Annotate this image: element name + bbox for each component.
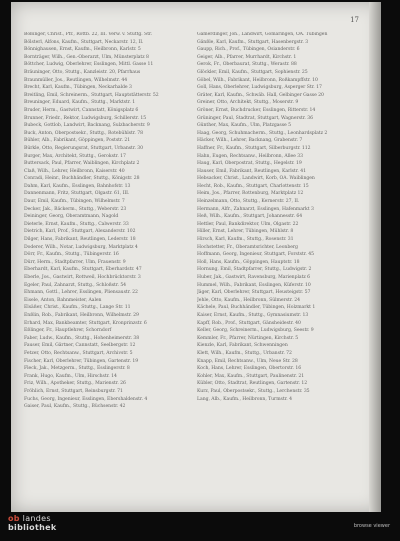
directory-entry: Bühler, Alb., Fabrikant, Göppingen, Poststr. 21 bbox=[24, 138, 131, 144]
directory-entry: Egeler, Paul, Zahnarzt, Stuttg., Schloßstr. 54 bbox=[24, 282, 127, 288]
logo-text-top: landes bbox=[22, 514, 51, 523]
logo-line-top bbox=[8, 514, 56, 523]
directory-entry: Hochstetter, Fr., Oberamtsrichter, Leonberg bbox=[197, 244, 298, 250]
directory-entry: Fuchs, Georg, Ingenieur, Esslingen, Ebershaldenstr. 4 bbox=[24, 396, 148, 402]
directory-entry: Huber, Jak., Gastwirt, Ravensburg, Marienplatz 6 bbox=[197, 275, 311, 280]
directory-entry: Bönnighausen, Ernst, Kaufm., Heilbronn, Karlstr. 5 bbox=[24, 47, 141, 53]
directory-entry: Kübler, Otto, Stadtrat, Reutlingen, Gartenstr. 12 bbox=[197, 381, 308, 387]
directory-entry: Kapff, Rob., Prof., Stuttgart, Gänsheidestr. 40 bbox=[197, 320, 301, 326]
directory-entry: Kurz, Paul, Oberpostsekr., Stuttg., Lerchenstr. 35 bbox=[197, 388, 310, 394]
directory-entry: Brunner, Friedr., Rektor, Ludwigsburg, Schillerstr. 15 bbox=[24, 115, 147, 121]
directory-entry: Hornung, Emil, Stadtpfarrer, Stuttg., Ludwigstr. 2 bbox=[197, 267, 312, 273]
directory-entry: Greiner, Otto, Architekt, Stuttg., Moserstr. 9 bbox=[197, 100, 299, 106]
directory-entry: Keller, Georg, Schreinerm., Ludwigsburg, Seestr. 9 bbox=[197, 328, 314, 334]
directory-entry: Faber, Ludw., Kaufm., Stuttg., Hohenheimerstr. 38 bbox=[24, 335, 140, 341]
directory-entry: Enßlin, Rob., Fabrikant, Heilbronn, Wilhelmstr. 29 bbox=[24, 312, 139, 318]
directory-entry: Hiller, Ernst, Lehrer, Tübingen, Mühlstr. 8 bbox=[197, 229, 294, 235]
directory-entry: Heinzelmann, Otto, Stuttg., Kernerstr. 27, II. bbox=[197, 199, 300, 205]
logo-mark-icon: ob bbox=[8, 514, 20, 523]
directory-entry: Glöckler, Emil, Kaufm., Stuttgart, Sophienstr. 25 bbox=[197, 69, 308, 75]
directory-entry: Günther, Max, Kaufm., Ulm, Platzgasse 5 bbox=[197, 123, 291, 129]
directory-entry: Haag, Georg, Schuhmacherm., Stuttg., Leonhardsplatz 2 bbox=[197, 130, 328, 136]
directory-entry: Ehmann, Gottl., Lehrer, Esslingen, Pliensaustr. 22 bbox=[24, 290, 138, 296]
directory-entry: Heß, Wilh., Kaufm., Stuttgart, Johannesstr. 64 bbox=[197, 214, 303, 220]
directory-entry: Breuninger, Eduard, Kaufm., Stuttg., Marktstr. 1 bbox=[24, 100, 136, 106]
viewer-footer bbox=[0, 512, 400, 541]
directory-entry: Bräuninger, Otto, Stuttg., Kanzleistr. 20, Pfarrhaus bbox=[24, 69, 141, 75]
directory-entry: Fleck, Jak., Metzgerm., Stuttg., Esslingerstr. 8 bbox=[24, 366, 130, 372]
directory-entry: Geiger, Alb., Pfarrer, Murrhardt, Kirchstr. 1 bbox=[197, 54, 297, 60]
directory-entry: Hauser, Emil, Fabrikant, Reutlingen, Karlstr. 41 bbox=[197, 168, 306, 174]
directory-entry: Hummel, Wilh., Fabrikant, Esslingen, Küferstr. 10 bbox=[197, 282, 311, 288]
directory-entry: Kemmler, Fr., Pfarrer, Nürtingen, Kirchstr. 5 bbox=[197, 335, 299, 341]
directory-entry: Grüninger, Paul, Stadtrat, Stuttgart, Wagnerstr. 36 bbox=[197, 115, 313, 121]
directory-entry: Decker, Jak., Bäckerm., Stuttg., Weberstr. 23 bbox=[24, 206, 127, 212]
directory-entry: Hebsacker, Christ., Landwirt, Korb, OA. Waiblingen bbox=[197, 176, 315, 182]
directory-entry: Haug, Karl, Oberpostrat, Stuttg., Hegelstr. 19 bbox=[197, 161, 302, 167]
directory-entry: Dürr, Herm., Stadtpfarrer, Ulm, Frauenstr. 9 bbox=[24, 259, 126, 265]
page-gutter-shadow bbox=[369, 2, 381, 512]
directory-entry: Lang, Alb., Kaufm., Heilbronn, Turmstr. 4 bbox=[197, 396, 292, 402]
directory-entry: Kächele, Paul, Buchhändler, Tübingen, Holzmarkt 1 bbox=[197, 305, 316, 311]
directory-entry: Eisele, Anton, Bahnmeister, Aalen bbox=[24, 297, 102, 303]
directory-entry: Friz, Wilh., Apotheker, Stuttg., Marienstr. 26 bbox=[24, 381, 126, 387]
viewer-name-label: browse viewer bbox=[353, 523, 390, 529]
directory-entry: Bölsterl, Alfons, Kaufm., Stuttgart, Neckarstr. 12, II. bbox=[24, 39, 144, 45]
directory-entry: Knapp, Emil, Rechtsanw., Ulm, Neue Str. 28 bbox=[197, 358, 298, 364]
directory-entry: Hecht, Rob., Kaufm., Stuttgart, Charlottenstr. 15 bbox=[197, 183, 309, 189]
directory-entry: Gamerdinger, Joh., Landwirt, Gomaringen, OA. Tübingen bbox=[197, 32, 328, 37]
directory-entry: Göbel, Wilh., Fabrikant, Heilbronn, Roßkampffstr. 10 bbox=[197, 77, 318, 83]
directory-entry: Eberhardt, Karl, Kaufm., Stuttgart, Eberhardstr. 47 bbox=[24, 267, 142, 273]
directory-entry: Eberle, Jos., Gastwirt, Rottweil, Hochbrücktorstr. 3 bbox=[24, 275, 141, 280]
directory-entry: Eßlinger, Fr., Hauptlehrer, Schorndorf bbox=[24, 328, 112, 334]
directory-entry: Goll, Hans, Oberlehrer, Ludwigsburg, Asperger Str. 17 bbox=[197, 85, 322, 91]
directory-entry: Hoffmann, Georg, Ingenieur, Stuttgart, Forststr. 45 bbox=[197, 252, 314, 258]
directory-entry: Bubeck, Gottlob, Landwirt, Backnang, Sulzbacherstr. 9 bbox=[24, 123, 150, 129]
directory-entry: Böttcher, Ludwig, Oberlehrer, Esslingen, Mittl. Gasse 11 bbox=[24, 62, 154, 68]
directory-entry: Kohler, Max, Kaufm., Stuttgart, Paulinenstr. 21 bbox=[197, 373, 305, 379]
directory-entry: Fauser, Emil, Gärtner, Cannstatt, Seelbergstr. 12 bbox=[24, 343, 136, 349]
directory-entry: Brecht, Karl, Kaufm., Tübingen, Neckarhalde 3 bbox=[24, 85, 132, 91]
directory-entry: Buck, Anton, Oberpostsekr., Stuttg., Rotebühlstr. 78 bbox=[24, 130, 143, 136]
directory-entry: Koch, Hans, Lehrer, Esslingen, Obertorstr. 16 bbox=[197, 366, 302, 372]
directory-entry: Bößinger, Christ., Pfr., Rottb. 22, III. Verw. v. Stuttg. Str. bbox=[24, 32, 153, 37]
directory-entry: Hermann, Alfr., Zahnarzt, Esslingen, Hafenmarkt 3 bbox=[197, 206, 314, 212]
directory-entry: Dahm, Karl, Kaufm., Esslingen, Bahnhofstr. 13 bbox=[24, 183, 131, 189]
directory-entry: Bruder, Herm., Gastwirt, Cannstatt, Königsplatz 6 bbox=[24, 107, 139, 113]
left-text-column bbox=[24, 32, 196, 502]
logo-text-bottom: bibliothek bbox=[8, 523, 57, 532]
directory-entry: Hettler, Paul, Bankdirektor, Ulm, Olgastr. 22 bbox=[197, 221, 299, 227]
directory-entry: Hirsch, Karl, Kaufm., Stuttg., Rosenstr. 31 bbox=[197, 237, 294, 243]
directory-entry: Gaiser, Paul, Kaufm., Stuttg., Büchsenstr. 42 bbox=[24, 404, 126, 410]
directory-entry: Dieterle, Ernst, Kaufm., Stuttg., Calwerstr. 33 bbox=[24, 221, 129, 227]
directory-entry: Haffner, Fr., Kaufm., Stuttgart, Silberburgstr. 112 bbox=[197, 145, 311, 151]
directory-entry: Daur, Emil, Kaufm., Tübingen, Wilhelmstr. 7 bbox=[24, 199, 125, 205]
directory-entry: Dietrich, Karl, Prof., Stuttgart, Alexanderstr. 102 bbox=[24, 229, 136, 235]
directory-entry: Jehle, Otto, Kaufm., Heilbronn, Sülmerstr. 24 bbox=[197, 297, 300, 303]
directory-entry: Kienzle, Karl, Fabrikant, Schwenningen bbox=[197, 343, 288, 349]
directory-entry: Doderer, Wilh., Notar, Ludwigsburg, Marktplatz 4 bbox=[24, 244, 138, 250]
directory-entry: Gräter, Karl, Kaufm., Schwäb. Hall, Gelbinger Gasse 20 bbox=[197, 92, 324, 98]
right-text-column bbox=[197, 32, 369, 502]
directory-entry: Klett, Wilh., Kaufm., Stuttg., Urbanstr. 72 bbox=[197, 350, 292, 356]
directory-entry: Elsäßer, Christ., Kaufm., Stuttg., Lange Str. 11 bbox=[24, 305, 131, 311]
directory-entry: Gerok, Fr., Oberbaurat, Stuttg., Werastr. 88 bbox=[197, 62, 297, 68]
directory-entry: Fischer, Karl, Oberlehrer, Tübingen, Gartenstr. 19 bbox=[24, 358, 139, 364]
directory-entry: Breitling, Emil, Schreinerm., Stuttgart, Hauptstätterstr. 52 bbox=[24, 92, 159, 98]
directory-entry: Heim, Jos., Pfarrer, Rottenburg, Marktplatz 12 bbox=[197, 191, 304, 197]
directory-entry: Holl, Hans, Kaufm., Göppingen, Hauptstr. 18 bbox=[197, 259, 300, 265]
directory-entry: Buttersack, Paul, Pfarrer, Waiblingen, Kirchplatz 2 bbox=[24, 161, 140, 167]
directory-entry: Frank, Hugo, Kaufm., Ulm, Hirschstr. 14 bbox=[24, 373, 117, 379]
directory-entry: Dilger, Hans, Fabrikant, Reutlingen, Lederstr. 18 bbox=[24, 237, 136, 243]
directory-entry: Fetzer, Otto, Rechtsanw., Stuttgart, Archivstr. 5 bbox=[24, 350, 133, 356]
library-logo[interactable] bbox=[8, 514, 56, 532]
directory-entry: Dannenmann, Fritz, Stuttgart, Olgastr. 61, III. bbox=[24, 191, 130, 197]
directory-entry: Dörr, Fr., Kaufm., Stuttg., Tübingerstr. 16 bbox=[24, 252, 119, 258]
directory-entry: Fröhlich, Ernst, Stuttgart, Reinsburgstr. 71 bbox=[24, 388, 123, 394]
directory-entry: Erhard, Max, Bankbeamter, Stuttgart, Kronprinzstr. 6 bbox=[24, 320, 147, 326]
directory-entry: Kaiser, Ernst, Kaufm., Stuttg., Gymnasiumstr. 13 bbox=[197, 312, 309, 318]
directory-entry: Bürkle, Otto, Regierungsrat, Stuttgart, Urbanstr. 30 bbox=[24, 145, 144, 151]
directory-entry: Deininger, Georg, Oberamtmann, Nagold bbox=[24, 214, 119, 220]
directory-entry: Braunmüller, Jos., Reutlingen, Wilhelmstr. 44 bbox=[24, 77, 128, 83]
page-number: 17 bbox=[350, 16, 359, 24]
directory-entry: Claß, Wilh., Lehrer, Heilbronn, Kaiserstr. 40 bbox=[24, 168, 125, 174]
directory-entry: Gänßle, Karl, Kaufm., Stuttgart, Hasenbergstr. 3 bbox=[197, 39, 309, 45]
directory-entry: Conradi, Heinr., Buchhändler, Stuttg., Königstr. 28 bbox=[24, 176, 140, 182]
directory-entry: Bornträger, Wilh., Gen.-Oberarzt, Ulm, Münsterplatz 8 bbox=[24, 54, 149, 60]
scanned-page bbox=[11, 2, 381, 512]
directory-entry: Gröner, Ernst, Buchdrucker, Esslingen, Ritterstr. 14 bbox=[197, 107, 316, 113]
directory-entry: Jäger, Karl, Oberlehrer, Stuttgart, Heusteigstr. 57 bbox=[197, 290, 311, 296]
directory-entry: Burger, Max, Architekt, Stuttg., Gerokstr. 17 bbox=[24, 153, 126, 159]
directory-entry: Gaupp, Rich., Prof., Tübingen, Osianderstr. 6 bbox=[197, 47, 300, 53]
directory-entry: Hahn, Eugen, Rechtsanw., Heilbronn, Allee 33 bbox=[197, 153, 304, 159]
directory-entry: Häcker, Wilh., Lehrer, Backnang, Grabenstr. 7 bbox=[197, 138, 303, 144]
